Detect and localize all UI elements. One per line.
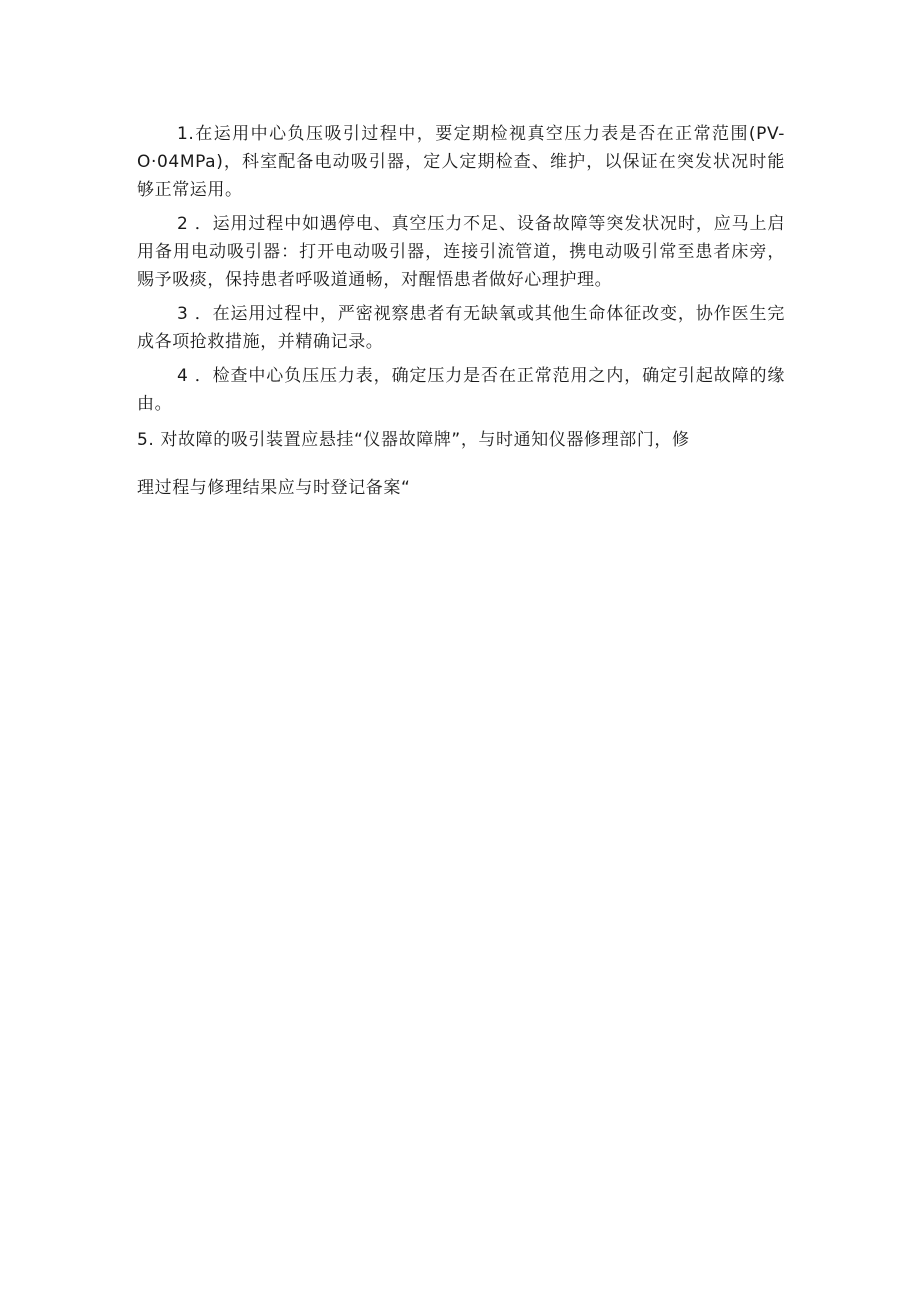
- paragraph-1: 1.在运用中心负压吸引过程中，要定期检视真空压力表是否在正常范围(PV-O·04MPa)，科室配备电动吸引器，定人定期检查、维护，以保证在突发状况时能够正常运用。: [137, 124, 785, 200]
- document-body: [137, 120, 785, 502]
- paragraph-2: 2 ．运用过程中如遇停电、真空压力不足、设备故障等突发状况时，应马上启用备用电动吸引器：打开电动吸引器，连接引流管道，携电动吸引常至患者床旁，赐予吸痰，保持患者呼吸道通畅，对醒悟患者做好心理护理。: [137, 214, 785, 290]
- paragraph-5-continuation: 理过程与修理结果应与时登记备案“: [137, 478, 411, 498]
- paragraph-4: 4 ．检查中心负压压力表，确定压力是否在正常范用之内，确定引起故障的缘由。: [137, 366, 785, 414]
- paragraph-5: 5. 对故障的吸引装置应悬挂“仪器故障牌”，与时通知仪器修理部门，修: [137, 430, 690, 450]
- paragraph-3: 3 ．在运用过程中，严密视察患者有无缺氧或其他生命体征改变，协作医生完成各项抢救措施，并精确记录。: [137, 304, 785, 352]
